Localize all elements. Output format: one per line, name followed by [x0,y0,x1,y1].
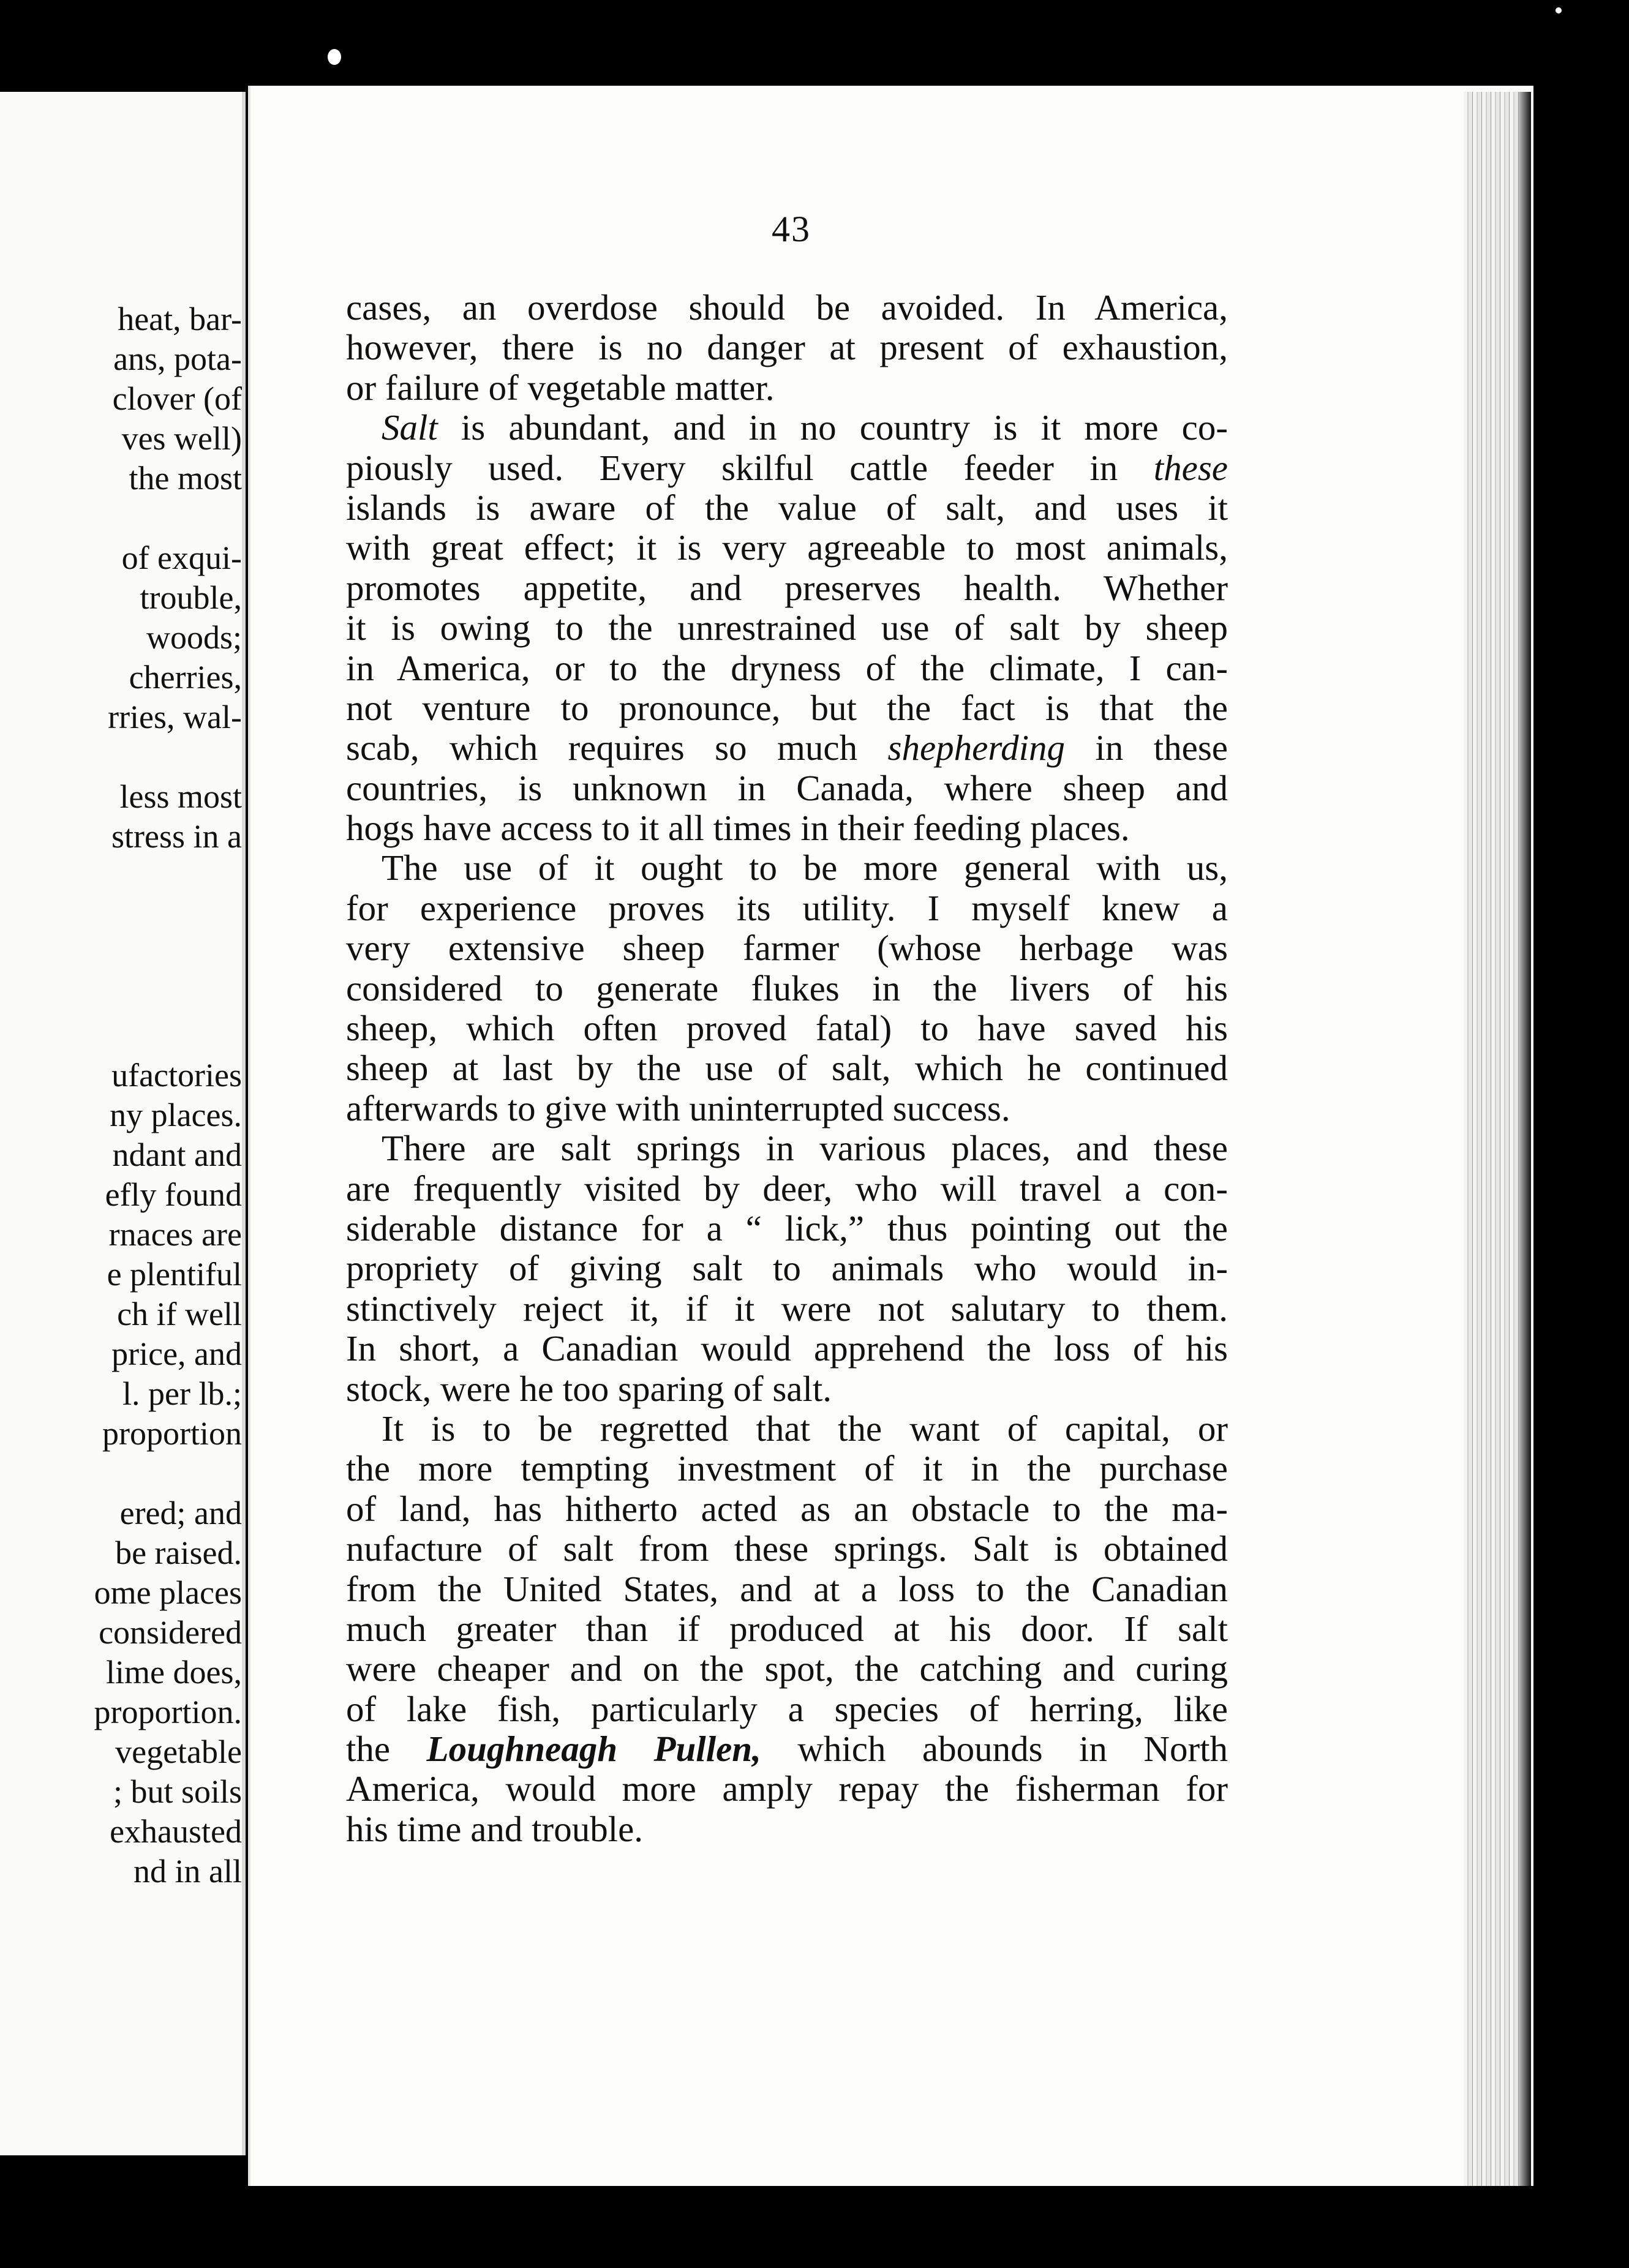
facing-page-line: ufactories [111,1057,242,1094]
text-line: were cheaper and on the spot, the catching and curing [346,1648,1228,1689]
facing-page-line: of exqui- [121,539,242,576]
facing-page-line: proportion. [94,1694,242,1730]
page-number: 43 [772,209,811,249]
text-line: Salt is abundant, and in no country is it more co- [382,407,1228,448]
facing-page-line: stress in a [111,818,242,855]
text-line: stock, were he too sparing of salt. [346,1368,832,1409]
text-line: the Loughneagh Pullen, which abounds in North [346,1729,1228,1770]
facing-page-left [0,92,246,2155]
facing-page-line: ch if well [117,1296,242,1332]
facing-page-line: vegetable [115,1733,242,1770]
text-line: It is to be regretted that the want of capital, or [382,1408,1228,1449]
facing-page-line: e plentiful [107,1256,242,1293]
text-line: There are salt springs in various places, and these [382,1128,1228,1169]
text-line: hogs have access to it all times in their feeding places. [346,808,1130,849]
text-line: from the United States, and at a loss to the Canadian [346,1568,1228,1609]
text-line: sheep at last by the use of salt, which he continued [346,1048,1228,1089]
text-line: are frequently visited by deer, who will travel a con- [346,1168,1228,1209]
facing-page-line: ered; and [119,1495,242,1531]
body-text [346,288,1228,1849]
text-line: of lake fish, particularly a species of herring, like [346,1688,1228,1729]
text-line: America, would more amply repay the fisherman for [346,1768,1228,1809]
text-line: In short, a Canadian would apprehend the loss of his [346,1328,1228,1369]
text-line: scab, which requires so much shepherding in these [346,727,1228,768]
facing-page-line: trouble, [140,579,242,616]
facing-page-line: heat, bar- [118,301,242,337]
facing-page-line: ; but soils [113,1773,242,1810]
facing-page-line: price, and [111,1335,242,1372]
facing-page-line: be raised. [115,1534,242,1571]
facing-page-line: ome places [94,1574,242,1611]
facing-page-line: rries, wal- [108,699,242,735]
facing-page-line: efly found [105,1176,242,1213]
text-line: sheep, which often proved fatal) to have saved his [346,1008,1228,1049]
facing-page-line: ves well) [121,420,242,457]
facing-page-line: rnaces are [108,1216,242,1253]
text-line: in America, or to the dryness of the climate, I can- [346,647,1228,688]
text-line: much greater than if produced at his door. If salt [346,1608,1228,1649]
facing-page-line: less most [119,778,242,815]
text-line: not venture to pronounce, but the fact is that the [346,687,1228,728]
text-line: the more tempting investment of it in the purchase [346,1448,1228,1489]
facing-page-line: ndant and [112,1136,242,1173]
text-line: countries, is unknown in Canada, where sheep and [346,767,1228,808]
text-line: promotes appetite, and preserves health. Whether [346,567,1228,608]
text-line: however, there is no danger at present of exhaustion, [346,327,1228,368]
text-line: stinctively reject it, if it were not salutary to them. [346,1288,1228,1329]
facing-page-line: woods; [146,619,242,656]
dust-speck [328,49,341,65]
facing-page-line: lime does, [106,1654,242,1691]
text-line: of land, has hitherto acted as an obstacle to the ma- [346,1488,1228,1529]
facing-page-line: the most [129,460,242,497]
text-line: nufacture of salt from these springs. Salt is obtained [346,1528,1228,1569]
text-line: his time and trouble. [346,1808,644,1849]
facing-page-line: cherries, [129,659,242,696]
facing-page-line: exhausted [110,1813,242,1850]
text-line: it is owing to the unrestrained use of salt by sheep [346,607,1228,648]
facing-page-line: clover (of [112,380,242,417]
text-line: considered to generate flukes in the livers of his [346,967,1228,1008]
text-line: islands is aware of the value of salt, and uses it [346,487,1228,528]
page-edge-shadow [1519,92,1531,2186]
text-line: for experience proves its utility. I myself knew a [346,887,1228,928]
text-line: with great effect; it is very agreeable to most animals, [346,527,1228,568]
text-line: The use of it ought to be more general with us, [382,847,1228,888]
dust-speck [1556,7,1562,13]
text-line: piously used. Every skilful cattle feeder in these [346,447,1228,488]
facing-page-line: nd in all [134,1853,242,1890]
text-line: or failure of vegetable matter. [346,367,775,408]
text-line: propriety of giving salt to animals who would in- [346,1248,1228,1289]
facing-page-line: proportion [102,1415,242,1452]
text-line: siderable distance for a “ lick,” thus pointing out the [346,1207,1228,1249]
text-line: cases, an overdose should be avoided. In America, [346,287,1228,328]
facing-page-line: l. per lb.; [122,1375,242,1412]
facing-page-line: ny places. [110,1097,242,1133]
text-line: very extensive sheep farmer (whose herbage was [346,928,1228,969]
facing-page-line: ans, pota- [113,340,242,377]
facing-page-line: considered [99,1614,242,1651]
text-line: afterwards to give with uninterrupted success. [346,1087,1010,1128]
